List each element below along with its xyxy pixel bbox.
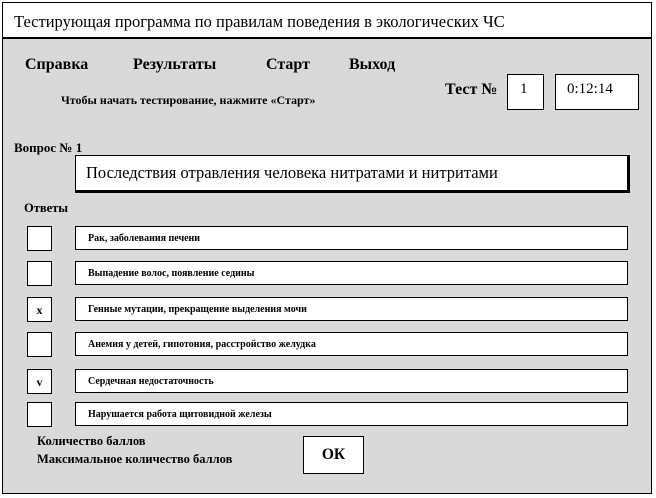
answer-text-1: Рак, заболевания печени — [88, 233, 201, 244]
answer-text-2: Выпадение волос, появление седины — [88, 268, 255, 279]
answer-option-6[interactable] — [75, 402, 628, 426]
answer-text-5: Сердечная недостаточность — [88, 376, 214, 387]
menu-item-results[interactable]: Результаты — [133, 56, 217, 73]
test-number-field: 1 — [507, 74, 544, 110]
answer-text-3: Генные мутации, прекращение выделения мочи — [88, 304, 307, 315]
score-count-label: Количество баллов — [37, 434, 146, 448]
ok-button[interactable]: ОК — [303, 436, 364, 474]
answer-checkbox-5[interactable]: v — [27, 369, 52, 394]
menu-item-help[interactable]: Справка — [25, 56, 89, 73]
answer-option-5[interactable] — [75, 369, 628, 393]
answer-row-5 — [27, 369, 629, 395]
timer-display: 0:12:14 — [555, 74, 639, 110]
menu-item-start[interactable]: Старт — [266, 56, 310, 73]
answer-option-1[interactable] — [75, 226, 628, 250]
answer-option-4[interactable] — [75, 332, 628, 356]
question-text: Последствия отравления человека нитратами и нитритами — [86, 163, 498, 182]
question-number-label: Вопрос № 1 — [14, 140, 83, 155]
answer-row-6 — [27, 402, 629, 428]
answer-row-3 — [27, 297, 629, 323]
answer-checkbox-4[interactable] — [27, 332, 52, 357]
answer-checkbox-1[interactable] — [27, 226, 52, 251]
answer-checkbox-2[interactable] — [27, 261, 52, 286]
answer-option-3[interactable] — [75, 297, 628, 321]
question-box — [75, 155, 630, 193]
answer-checkbox-6[interactable] — [27, 402, 52, 427]
answer-row-4 — [27, 332, 629, 358]
answer-row-1 — [27, 226, 629, 252]
menu-item-exit[interactable]: Выход — [349, 56, 396, 73]
score-max-label: Максимальное количество баллов — [37, 452, 233, 466]
answer-text-6: Нарушается работа щитовидной железы — [88, 409, 272, 420]
test-number-label: Тест № — [445, 81, 498, 98]
title-bar — [2, 2, 652, 38]
answer-option-2[interactable] — [75, 261, 628, 285]
answer-row-2 — [27, 261, 629, 287]
answer-checkbox-3[interactable]: x — [27, 297, 52, 322]
window-title: Тестирующая программа по правилам поведения в экологических ЧС — [14, 12, 505, 31]
answers-label: Ответы — [24, 201, 69, 215]
start-hint: Чтобы начать тестирование, нажмите «Старт» — [61, 93, 316, 107]
answer-text-4: Анемия у детей, гипотония, расстройство желудка — [88, 339, 316, 350]
